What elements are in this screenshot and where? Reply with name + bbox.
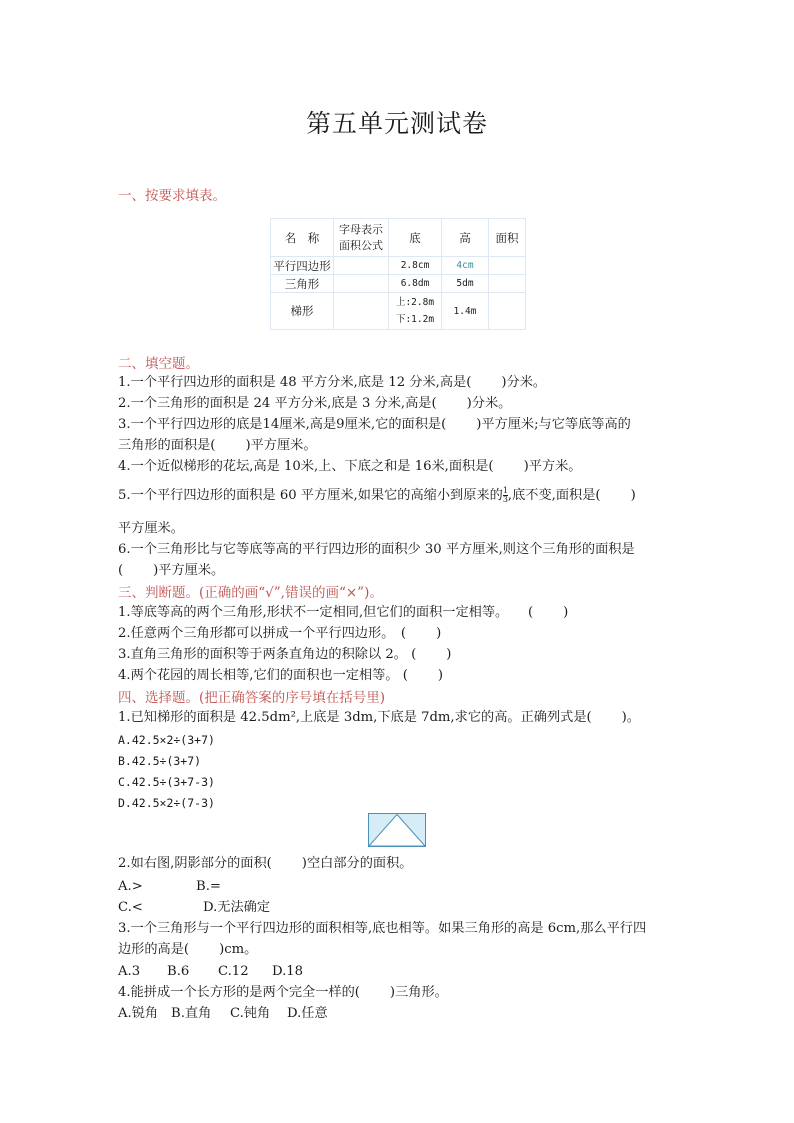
fill-question-3-cont: 三角形的面积是( )平方厘米。 [118,438,317,453]
choice-question-3: 3.一个三角形与一个平行四边形的面积相等,底也相等。如果三角形的高是 6cm,那么平行四 [118,921,647,936]
choice-option-b[interactable]: B.= [196,879,221,894]
base-cell: 2.8cm [389,257,442,275]
table-row [271,293,526,330]
choice-option-b[interactable]: B.42.5÷(3+7) [118,754,202,768]
fill-table [270,218,526,330]
fill-question-1: 1.一个平行四边形的面积是 48 平方分米,底是 12 分米,高是( )分米。 [118,375,547,390]
choice-question-1: 1.已知梯形的面积是 42.5dm²,上底是 3dm,下底是 7dm,求它的高。正确列式是( )。 [118,710,640,725]
judge-question-1: 1.等底等高的两个三角形,形状不一定相同,但它们的面积一定相等。 ( ) [118,605,569,620]
row-name: 平行四边形 [271,257,334,275]
area-cell[interactable] [489,257,526,275]
base-cell: 上:2.8m 下:1.2m [389,293,442,330]
formula-cell[interactable] [334,257,389,275]
choice-option-b[interactable]: B.6 [167,964,190,979]
choice-option-a[interactable]: A.42.5×2÷(3+7) [118,733,215,747]
row-name: 梯形 [271,293,334,330]
table-header-row [271,219,526,257]
page-title: 第五单元测试卷 [305,109,488,138]
height-cell: 1.4m [442,293,489,330]
base-cell: 6.8dm [389,275,442,293]
choice-option-a[interactable]: A.锐角 [118,1006,159,1021]
fill-question-6: 6.一个三角形比与它等底等高的平行四边形的面积少 30 平方厘米,则这个三角形的面积是 [118,542,635,557]
judge-question-2: 2.任意两个三角形都可以拼成一个平行四边形。 ( ) [118,626,442,641]
header-formula: 字母表示 面积公式 [334,219,389,257]
section3-heading: 三、判断题。(正确的画“√”,错误的画“×”)。 [118,585,383,601]
choice-option-d[interactable]: D.任意 [287,1006,328,1021]
row-name: 三角形 [271,275,334,293]
choice-question-3-cont: 边形的高是( )cm。 [118,942,258,957]
fill-question-5-cont: 平方厘米。 [118,521,184,536]
choice-question-4: 4.能拼成一个长方形的是两个完全一样的( )三角形。 [118,985,448,1000]
choice-option-d[interactable]: D.42.5×2÷(7-3) [118,796,215,810]
fraction-one-third: $\frac{1}{3}$ [502,486,508,504]
height-cell: 4cm [442,257,489,275]
formula-cell[interactable] [334,275,389,293]
choice-option-c[interactable]: C.42.5÷(3+7-3) [118,775,215,789]
choice-option-c[interactable]: C.钝角 [230,1006,271,1021]
header-height: 高 [442,219,489,257]
choice-option-a[interactable]: A.3 [118,964,141,979]
choice-question-2: 2.如右图,阴影部分的面积( )空白部分的面积。 [118,856,413,871]
section1-heading: 一、按要求填表。 [118,188,226,204]
area-cell[interactable] [489,275,526,293]
fill-question-4: 4.一个近似梯形的花坛,高是 10米,上、下底之和是 16米,面积是( )平方米。 [118,459,582,474]
section2-heading: 二、填空题。 [118,356,199,372]
fill-question-6-cont: ( )平方厘米。 [118,563,225,578]
choice-option-c[interactable]: C.< [118,900,143,915]
table-row [271,257,526,275]
height-cell: 5dm [442,275,489,293]
fill-question-2: 2.一个三角形的面积是 24 平方分米,底是 3 分米,高是( )分米。 [118,396,512,411]
choice-option-c[interactable]: C.12 [218,964,249,979]
choice-option-d[interactable]: D.无法确定 [203,900,271,915]
header-base: 底 [389,219,442,257]
table-row [271,275,526,293]
triangle-in-rectangle-figure [368,813,426,847]
section4-heading: 四、选择题。(把正确答案的序号填在括号里) [118,690,386,706]
fill-question-5: 5.一个平行四边形的面积是 60 平方厘米,如果它的高缩小到原来的 $\frac{1}{3}$ ,底不变,面积是( ) [118,486,636,504]
choice-option-d[interactable]: D.18 [272,964,304,979]
header-name: 名 称 [271,219,334,257]
choice-option-b[interactable]: B.直角 [171,1006,212,1021]
formula-cell[interactable] [334,293,389,330]
judge-question-4: 4.两个花园的周长相等,它们的面积也一定相等。 ( ) [118,668,444,683]
fill-question-3: 3.一个平行四边形的底是14厘米,高是9厘米,它的面积是( )平方厘米;与它等底等高的 [118,417,631,432]
header-area: 面积 [489,219,526,257]
area-cell[interactable] [489,293,526,330]
choice-option-a[interactable]: A.> [118,879,143,894]
judge-question-3: 3.直角三角形的面积等于两条直角边的积除以 2。 ( ) [118,647,452,662]
